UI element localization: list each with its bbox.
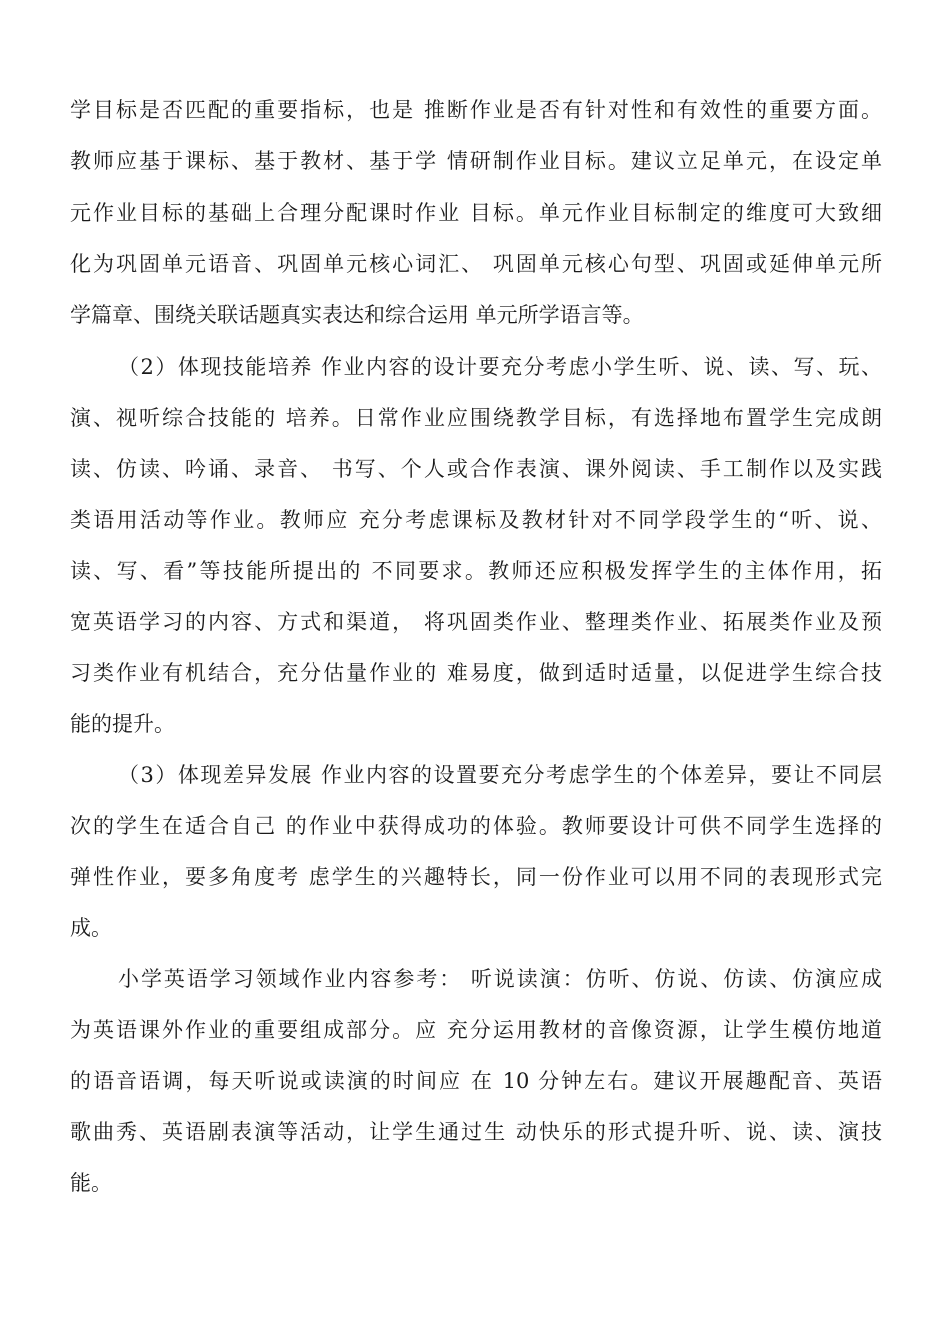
paragraph-line: 能的提升。: [70, 712, 175, 736]
paragraph-line: 能。: [70, 1171, 112, 1195]
paragraph-line: （3）体现差异发展 作业内容的设置要充分考虑学生的个体差异，要让不同层: [118, 763, 882, 787]
paragraph-line: 次的学生在适合自己 的作业中获得成功的体验。教师要设计可供不同学生选择的: [70, 814, 882, 838]
paragraph-line: （2）体现技能培养 作业内容的设计要充分考虑小学生听、说、读、写、玩、: [118, 355, 882, 379]
paragraph-line: 演、视听综合技能的 培养。日常作业应围绕教学目标，有选择地布置学生完成朗: [70, 406, 882, 430]
paragraph-line: 小学英语学习领域作业内容参考： 听说读演：仿听、仿说、仿读、仿演应成: [118, 967, 882, 991]
paragraph-line: 化为巩固单元语音、巩固单元核心词汇、 巩固单元核心句型、巩固或延伸单元所: [70, 252, 882, 276]
paragraph-line: 歌曲秀、英语剧表演等活动，让学生通过生 动快乐的形式提升听、说、读、演技: [70, 1120, 882, 1144]
paragraph-line: 元作业目标的基础上合理分配课时作业 目标。单元作业目标制定的维度可大致细: [70, 201, 882, 225]
paragraph-line: 为英语课外作业的重要组成部分。应 充分运用教材的音像资源，让学生模仿地道: [70, 1018, 882, 1042]
paragraph-line: 学篇章、围绕关联话题真实表达和综合运用 单元所学语言等。: [70, 303, 644, 327]
paragraph-line: 教师应基于课标、基于教材、基于学 情研制作业目标。建议立足单元，在设定单: [70, 149, 882, 173]
paragraph-line: 的语音语调，每天听说或读演的时间应 在 10 分钟左右。建议开展趣配音、英语: [70, 1069, 882, 1093]
paragraph-line: 类语用活动等作业。教师应 充分考虑课标及教材针对不同学段学生的“听、说、: [70, 508, 882, 532]
paragraph-line: 习类作业有机结合，充分估量作业的 难易度，做到适时适量，以促进学生综合技: [70, 661, 882, 685]
paragraph-line: 弹性作业，要多角度考 虑学生的兴趣特长，同一份作业可以用不同的表现形式完: [70, 865, 882, 889]
paragraph-line: 读、仿读、吟诵、录音、 书写、个人或合作表演、课外阅读、手工制作以及实践: [70, 457, 882, 481]
paragraph-line: 学目标是否匹配的重要指标，也是 推断作业是否有针对性和有效性的重要方面。: [70, 98, 882, 122]
paragraph-line: 读、写、看”等技能所提出的 不同要求。教师还应积极发挥学生的主体作用，拓: [70, 559, 882, 583]
paragraph-line: 宽英语学习的内容、方式和渠道， 将巩固类作业、整理类作业、拓展类作业及预: [70, 610, 882, 634]
paragraph-line: 成。: [70, 916, 112, 940]
